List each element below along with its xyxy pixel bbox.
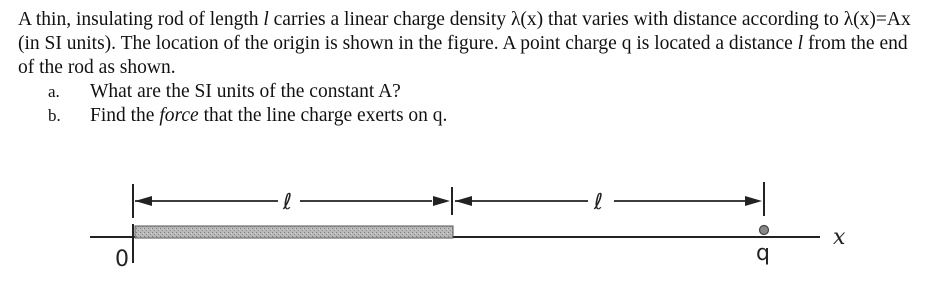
statement-part-1: A thin, insulating rod of length — [18, 9, 264, 30]
question-a — [18, 80, 923, 104]
origin-label: 0 — [115, 247, 129, 272]
question-a-letter: a. — [48, 82, 60, 101]
rod-figure — [0, 160, 937, 285]
length-label-right: ℓ — [594, 190, 604, 215]
question-b-letter: b. — [48, 106, 61, 125]
question-b-text-after: that the line charge exerts on q. — [198, 105, 448, 126]
problem-text — [18, 8, 923, 128]
question-a-text: What are the SI units of the constant A? — [90, 81, 401, 102]
statement-part-3: from the end of the rod as shown. — [18, 33, 908, 78]
problem-statement — [18, 8, 923, 80]
statement-part-2: carries a linear charge density λ(x) that varies with distance according to λ(x)=Ax (in SI units). The location of the origin is shown in the figure. A point charge q is located a distance — [18, 9, 911, 54]
question-b — [18, 104, 923, 128]
length-dimension-right — [455, 182, 764, 216]
question-b-text-before: Find the — [90, 105, 160, 126]
charged-rod — [135, 226, 453, 238]
question-list — [18, 80, 923, 128]
rod-length-symbol: l — [263, 9, 269, 30]
distance-symbol: l — [797, 33, 804, 54]
length-label-left: ℓ — [283, 190, 293, 215]
x-axis-label: x — [833, 225, 846, 250]
question-b-emphasis: force — [159, 105, 199, 126]
point-charge — [760, 226, 769, 235]
charge-label: q — [756, 241, 770, 266]
